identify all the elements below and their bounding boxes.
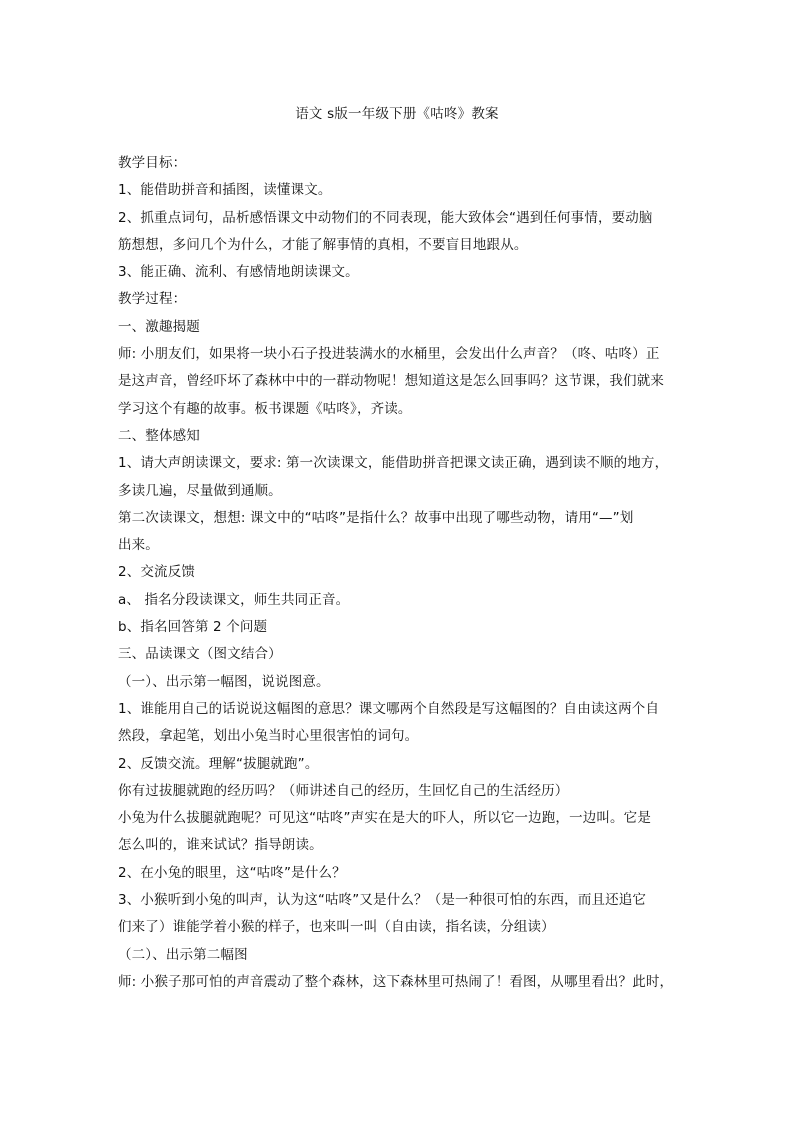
text-line: 师: 小朋友们，如果将一块小石子投进装满水的水桶里，会发出什么声音？（咚、咕咚）正 — [118, 346, 660, 363]
text-line: 2、抓重点词句，品析感悟课文中动物们的不同表现，能大致体会“遇到任何事情，要动脑 — [118, 209, 653, 226]
text-line: 教学目标： — [118, 155, 187, 171]
text-line: 第二次读课文，想想: 课文中的“咕咚”是指什么？故事中出现了哪些动物，请用“—”划 — [118, 509, 634, 526]
text-line: 2、在小兔的眼里，这“咕咚”是什么？ — [118, 864, 346, 881]
text-line: 2、反馈交流。理解“拔腿就跑”。 — [118, 755, 319, 772]
text-line: 是这声音，曾经吓坏了森林中中的一群动物呢！想知道这是怎么回事吗？这节课，我们就来 — [118, 373, 664, 390]
text-line: 3、能正确、流利、有感情地朗读课文。 — [118, 264, 359, 281]
text-line: 筋想想，多问几个为什么，才能了解事情的真相，不要盲目地跟从。 — [118, 236, 528, 253]
text-line: 1、谁能用自己的话说说这幅图的意思？课文哪两个自然段是写这幅图的？自由读这两个自 — [118, 700, 660, 717]
text-line: 怎么叫的，谁来试试？指导朗读。 — [118, 837, 323, 854]
text-line: 然段，拿起笔，划出小兔当时心里很害怕的词句。 — [118, 728, 419, 745]
subsection-heading: （一）、出示第一幅图，说说图意。 — [118, 673, 330, 690]
text-line: a、 指名分段读课文，师生共同正音。 — [118, 591, 350, 608]
subsection-heading: （二）、出示第二幅图 — [118, 946, 248, 963]
section-heading: 三、品读课文（图文结合） — [118, 646, 282, 663]
text-line: 1、请大声朗读课文，要求: 第一次读课文，能借助拼音把课文读正确，遇到读不顺的地方， — [118, 455, 669, 472]
text-line: 学习这个有趣的故事。板书课题《咕咚》，齐读。 — [118, 400, 412, 417]
text-line: 1、能借助拼音和插图，读懂课文。 — [118, 182, 332, 199]
document-title: 语文 s版一年级下册《咕咚》教案 — [295, 106, 499, 122]
text-line: 多读几遍，尽量做到通顺。 — [118, 482, 282, 499]
text-line: 出来。 — [118, 537, 159, 554]
document-body — [118, 150, 678, 996]
section-heading: 一、激趣揭题 — [118, 318, 200, 335]
text-line: b、指名回答第 2 个问题 — [118, 619, 268, 636]
text-line: 师: 小猴子那可怕的声音震动了整个森林，这下森林里可热闹了！看图，从哪里看出？此时， — [118, 973, 674, 990]
text-line: 教学过程： — [118, 291, 187, 308]
text-line: 2、交流反馈 — [118, 564, 195, 581]
section-heading: 二、整体感知 — [118, 427, 200, 444]
text-line: 你有过拔腿就跑的经历吗？（师讲述自己的经历，生回忆自己的生活经历） — [118, 782, 569, 799]
text-line: 小兔为什么拔腿就跑呢？可见这“咕咚”声实在是大的吓人，所以它一边跑，一边叫。它是 — [118, 810, 651, 827]
text-line: 们来了）谁能学着小猴的样子，也来叫一叫（自由读，指名读，分组读） — [118, 919, 555, 936]
text-line: 3、小猴听到小兔的叫声，认为这“咕咚”又是什么？（是一种很可怕的东西，而且还追它 — [118, 892, 647, 909]
